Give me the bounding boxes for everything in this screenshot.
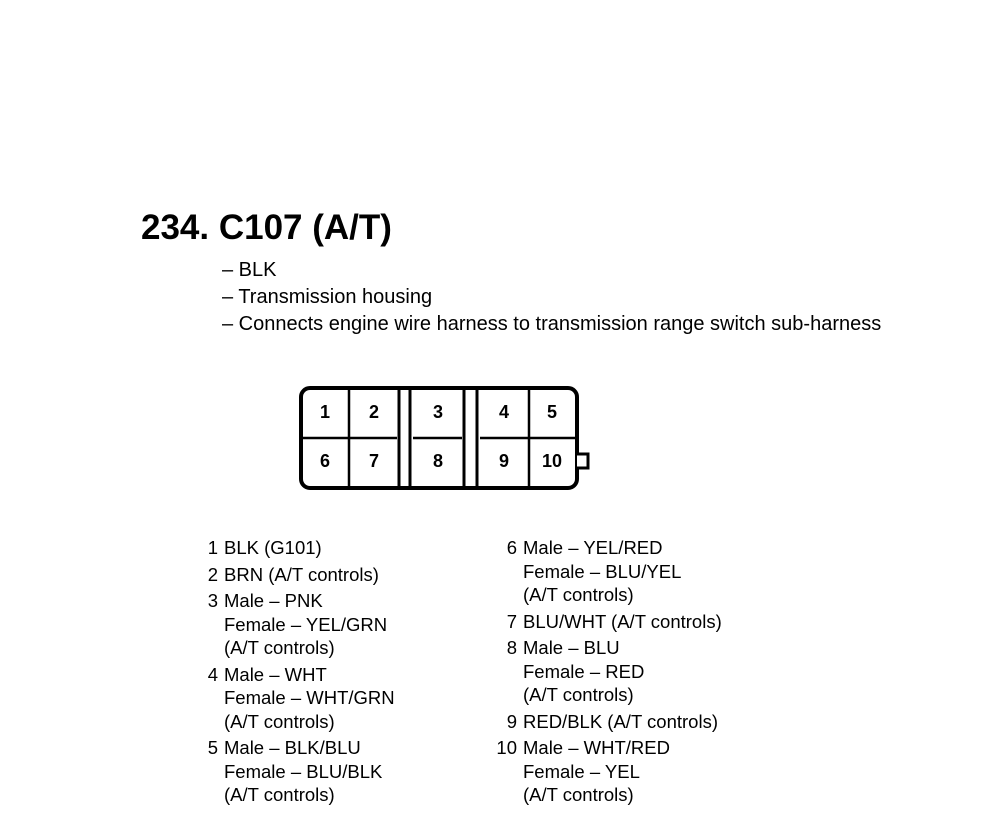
pin-number: 6 — [506, 537, 517, 558]
pin-label-1: 1 — [319, 402, 331, 422]
pin-list-right — [493, 536, 722, 810]
connector-diagram — [298, 384, 598, 494]
pin-number: 9 — [506, 710, 517, 732]
pin-entry — [202, 663, 395, 734]
pin-label-2: 2 — [368, 402, 380, 422]
pin-desc: Female – YEL — [523, 760, 640, 782]
pin-label-4: 4 — [498, 402, 510, 422]
pin-desc: Male – WHT/RED — [523, 737, 670, 758]
pin-desc: (A/T controls) — [224, 710, 335, 732]
pin-desc: Female – BLU/YEL — [523, 560, 682, 582]
pin-desc: BLK (G101) — [224, 537, 322, 558]
pin-number: 10 — [496, 737, 517, 758]
description-location: – Transmission housing — [222, 286, 433, 308]
pin-label-9: 9 — [498, 451, 510, 471]
pin-entry — [202, 536, 395, 560]
pin-label-3: 3 — [432, 402, 444, 422]
pin-number: 2 — [207, 563, 218, 585]
pin-desc: Female – WHT/GRN — [224, 687, 395, 708]
pin-entry — [493, 736, 722, 807]
pin-desc: Female – YEL/GRN — [224, 613, 388, 635]
pin-label-10: 10 — [541, 451, 563, 471]
pin-desc: Male – WHT — [224, 663, 327, 685]
pin-desc: Male – BLU — [523, 637, 620, 658]
pin-desc: Female – BLU/BLK — [224, 760, 383, 782]
pin-label-6: 6 — [319, 451, 331, 471]
pin-label-8: 8 — [432, 451, 444, 471]
pin-number: 8 — [506, 637, 517, 658]
pin-number: 3 — [207, 590, 218, 611]
pin-number: 7 — [506, 610, 517, 632]
pin-entry — [493, 710, 722, 734]
pin-list-left — [202, 536, 395, 810]
page-title: 234. C107 (A/T) — [141, 208, 392, 247]
description-color: – BLK — [222, 259, 277, 281]
pin-desc: (A/T controls) — [224, 637, 335, 658]
pin-entry — [202, 563, 395, 587]
pin-desc: (A/T controls) — [523, 584, 634, 605]
pin-label-5: 5 — [546, 402, 558, 422]
pin-entry — [202, 589, 395, 660]
pin-desc: (A/T controls) — [523, 784, 634, 805]
pin-entry — [202, 736, 395, 807]
connector-lock-tab — [577, 454, 588, 468]
pin-desc: (A/T controls) — [523, 684, 634, 705]
pin-number: 4 — [207, 663, 218, 685]
pin-desc: Male – YEL/RED — [523, 537, 663, 558]
pin-desc: (A/T controls) — [224, 784, 335, 805]
pin-entry — [493, 536, 722, 607]
pin-desc: BLU/WHT (A/T controls) — [523, 610, 722, 632]
pin-entry — [493, 636, 722, 707]
pin-desc: RED/BLK (A/T controls) — [523, 710, 718, 732]
pin-desc: Male – BLK/BLU — [224, 737, 361, 758]
pin-number: 5 — [207, 737, 218, 758]
pin-entry — [493, 610, 722, 634]
description-function: – Connects engine wire harness to transmission range switch sub-harness — [222, 313, 882, 335]
pin-desc: Female – RED — [523, 660, 645, 682]
pin-label-7: 7 — [368, 451, 380, 471]
pin-desc: Male – PNK — [224, 590, 323, 611]
pin-number: 1 — [207, 537, 218, 558]
pin-desc: BRN (A/T controls) — [224, 563, 379, 585]
